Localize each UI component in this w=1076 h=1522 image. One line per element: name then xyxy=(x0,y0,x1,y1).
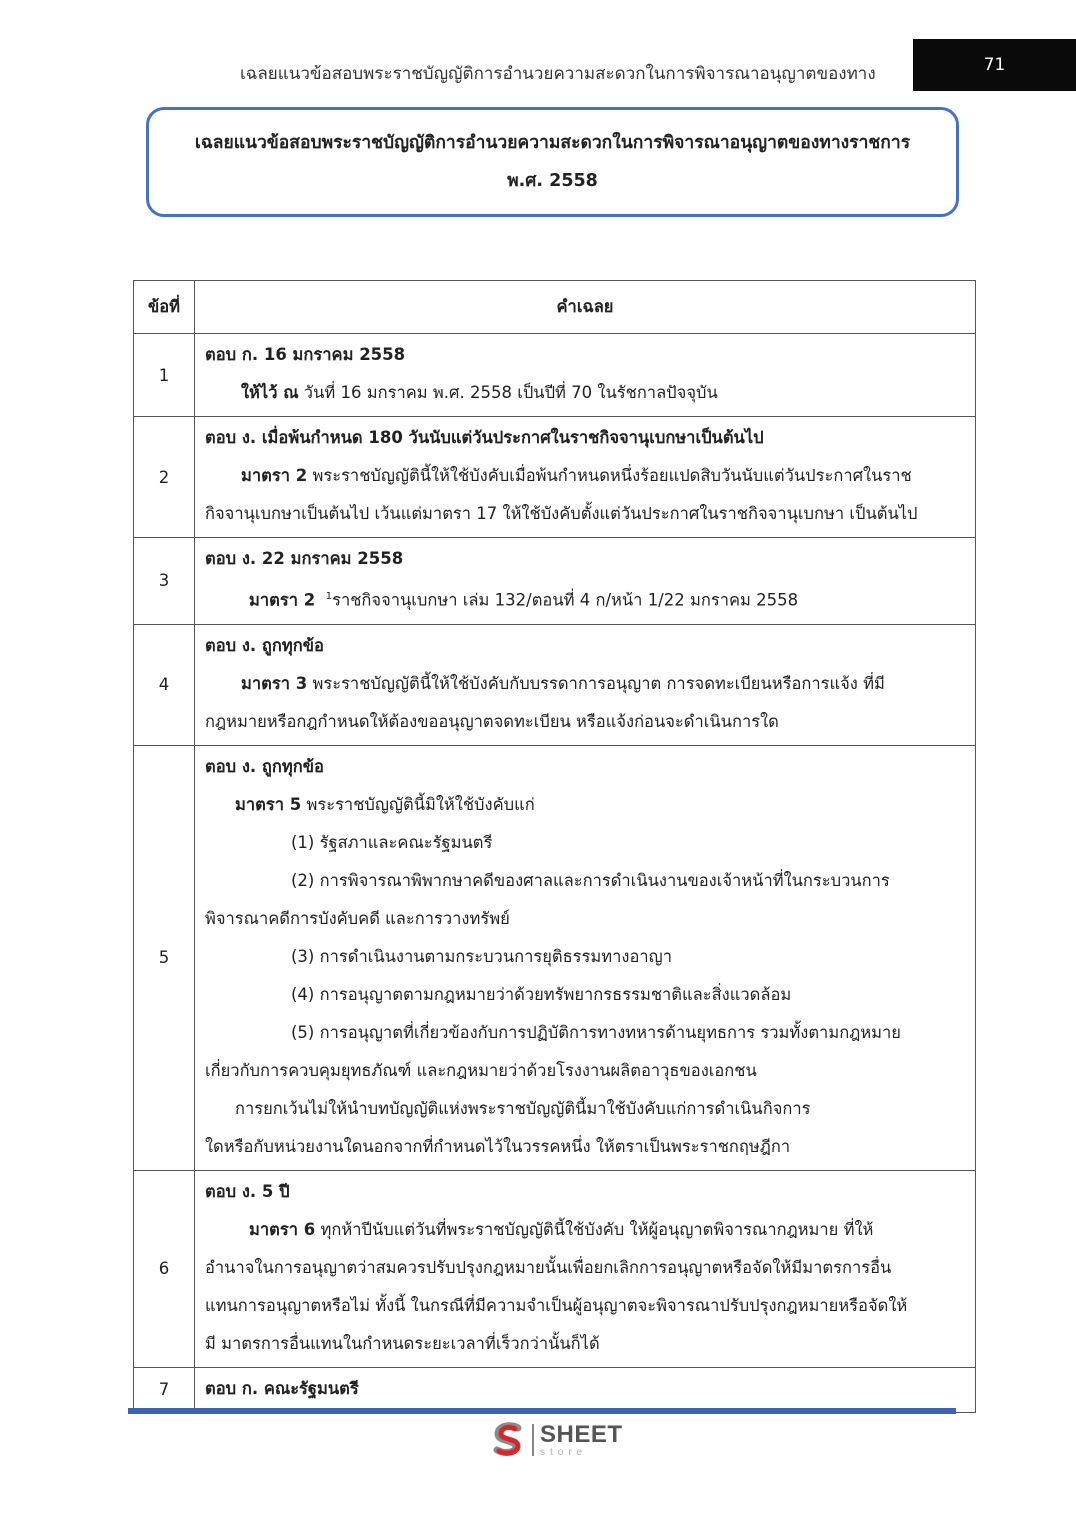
table-row xyxy=(134,1170,976,1367)
column-header-no: ข้อที่ xyxy=(134,281,195,334)
section-ref: มาตรา 3 xyxy=(241,673,308,693)
answer-choice: ตอบ ก. 16 มกราคม 2558 xyxy=(205,345,406,364)
table-row xyxy=(134,624,976,745)
question-number: 1 xyxy=(134,334,195,417)
explanation-line: อำนาจในการอนุญาตว่าสมควรปรับปรุงกฎหมายนั้นเพื่อยกเลิกการอนุญาตหรือจัดให้มีมาตรการอื่น xyxy=(205,1257,892,1277)
explanation-line xyxy=(205,457,967,495)
document-title-box xyxy=(146,107,959,217)
answer-key-table xyxy=(133,280,976,1413)
answer-cell xyxy=(195,624,976,745)
section-ref: มาตรา 5 xyxy=(235,794,302,814)
sheet-store-logo xyxy=(488,1418,623,1462)
explanation-text: พระราชบัญญัตินี้ให้ใช้บังคับเมื่อพ้นกำหนดหนึ่งร้อยแปดสิบวันนับแต่วันประกาศในราช xyxy=(307,466,912,485)
answer-choice: ตอบ ง. เมื่อพ้นกำหนด 180 วันนับแต่วันประกาศในราชกิจจานุเบกษาเป็นต้นไป xyxy=(205,428,764,447)
table-row xyxy=(134,1367,976,1412)
explanation-line: ใดหรือกับหน่วยงานใดนอกจากที่กำหนดไว้ในวรรคหนึ่ง ให้ตราเป็นพระราชกฤษฎีกา xyxy=(205,1136,791,1156)
page-number: 71 xyxy=(983,55,1006,75)
logo-text: SHEET xyxy=(540,1420,623,1448)
page-number-box xyxy=(913,39,1076,91)
answer-choice: ตอบ ง. 22 มกราคม 2558 xyxy=(205,549,404,568)
explanation-text: พระราชบัญญัตินี้มิให้ใช้บังคับแก่ xyxy=(301,794,535,814)
footnote-marker: 1 xyxy=(325,591,333,602)
explanation-text: พระราชบัญญัตินี้ให้ใช้บังคับกับบรรดาการอนุญาต การจดทะเบียนหรือการแจ้ง ที่มี xyxy=(307,673,885,693)
exemption-item: (1) รัฐสภาและคณะรัฐมนตรี xyxy=(291,832,493,852)
footer-divider xyxy=(128,1408,956,1414)
answer-cell xyxy=(195,417,976,538)
question-number: 6 xyxy=(134,1170,195,1367)
exemption-item-cont: เกี่ยวกับการควบคุมยุทธภัณฑ์ และกฎหมายว่าด้วยโรงงานผลิตอาวุธของเอกชน xyxy=(205,1060,757,1080)
explanation-line xyxy=(205,374,967,412)
logo-subtext: store xyxy=(540,1446,588,1458)
table-row xyxy=(134,417,976,538)
logo-wordmark xyxy=(540,1420,623,1458)
question-number: 5 xyxy=(134,745,195,1170)
explanation-line: กฎหมายหรือกฎกำหนดให้ต้องขออนุญาตจดทะเบียน หรือแจ้งก่อนจะดำเนินการใด xyxy=(205,711,779,731)
logo-separator xyxy=(532,1424,534,1456)
exemption-item: (3) การดำเนินงานตามกระบวนการยุติธรรมทางอาญา xyxy=(291,946,672,966)
document-title-line1: เฉลยแนวข้อสอบพระราชบัญญัติการอำนวยความสะดวกในการพิจารณาอนุญาตของทางราชการ xyxy=(194,133,911,153)
explanation-line xyxy=(205,1211,967,1249)
question-number: 7 xyxy=(134,1367,195,1412)
answer-choice: ตอบ ก. คณะรัฐมนตรี xyxy=(205,1378,359,1398)
table-row xyxy=(134,334,976,417)
table-row xyxy=(134,538,976,625)
answer-cell xyxy=(195,334,976,417)
explanation-line xyxy=(205,786,967,824)
question-number: 2 xyxy=(134,417,195,538)
question-number: 3 xyxy=(134,538,195,625)
section-ref: มาตรา 2 xyxy=(249,590,316,610)
exemption-item: (5) การอนุญาตที่เกี่ยวข้องกับการปฏิบัติการทางทหารด้านยุทธการ รวมทั้งตามกฎหมาย xyxy=(291,1022,901,1042)
section-ref: มาตรา 2 xyxy=(241,466,308,485)
section-ref: ให้ไว้ ณ xyxy=(241,383,299,402)
explanation-line xyxy=(205,665,967,703)
explanation-line: มี มาตรการอื่นแทนในกำหนดระยะเวลาที่เร็วกว่านั้นก็ได้ xyxy=(205,1333,600,1353)
answer-cell xyxy=(195,1367,976,1412)
sheet-store-logo-icon xyxy=(488,1420,528,1460)
exemption-item: (2) การพิจารณาพิพากษาคดีของศาลและการดำเนินงานของเจ้าหน้าที่ในกระบวนการ xyxy=(291,870,890,890)
table-row xyxy=(134,745,976,1170)
explanation-text: ราชกิจจานุเบกษา เล่ม 132/ตอนที่ 4 ก/หน้า 1/22 มกราคม 2558 xyxy=(332,590,799,610)
explanation-text: ทุกห้าปีนับแต่วันที่พระราชบัญญัตินี้ใช้บังคับ ให้ผู้อนุญาตพิจารณากฎหมาย ที่ให้ xyxy=(315,1219,874,1239)
answer-cell xyxy=(195,1170,976,1367)
explanation-line xyxy=(205,578,967,620)
column-header-answer: คำเฉลย xyxy=(195,281,976,334)
document-title-line2: พ.ศ. 2558 xyxy=(507,171,598,191)
explanation-line: แทนการอนุญาตหรือไม่ ทั้งนี้ ในกรณีที่มีความจำเป็นผู้อนุญาตจะพิจารณาปรับปรุงกฎหมายหรือจัดให้ xyxy=(205,1295,908,1315)
answer-choice: ตอบ ง. ถูกทุกข้อ xyxy=(205,635,324,655)
answer-choice: ตอบ ง. ถูกทุกข้อ xyxy=(205,756,324,776)
explanation-line: การยกเว้นไม่ให้นำบทบัญญัติแห่งพระราชบัญญัตินี้มาใช้บังคับแก่การดำเนินกิจการ xyxy=(235,1098,811,1118)
exemption-item-cont: พิจารณาคดีการบังคับคดี และการวางทรัพย์ xyxy=(205,908,510,928)
answer-choice: ตอบ ง. 5 ปี xyxy=(205,1181,290,1201)
exemption-item: (4) การอนุญาตตามกฎหมายว่าด้วยทรัพยากรธรรมชาติและสิ่งแวดล้อม xyxy=(291,984,792,1004)
section-ref: มาตรา 6 xyxy=(249,1219,316,1239)
answer-cell xyxy=(195,745,976,1170)
answer-cell xyxy=(195,538,976,625)
running-header-title: เฉลยแนวข้อสอบพระราชบัญญัติการอำนวยความสะดวกในการพิจารณาอนุญาตของทาง xyxy=(240,64,876,84)
explanation-line: กิจจานุเบกษาเป็นต้นไป เว้นแต่มาตรา 17 ให้ใช้บังคับตั้งแต่วันประกาศในราชกิจจานุเบกษา เป็นต้นไป xyxy=(205,504,918,523)
explanation-text: วันที่ 16 มกราคม พ.ศ. 2558 เป็นปีที่ 70 ในรัชกาลปัจจุบัน xyxy=(298,383,718,402)
table-header-row xyxy=(134,281,976,334)
question-number: 4 xyxy=(134,624,195,745)
